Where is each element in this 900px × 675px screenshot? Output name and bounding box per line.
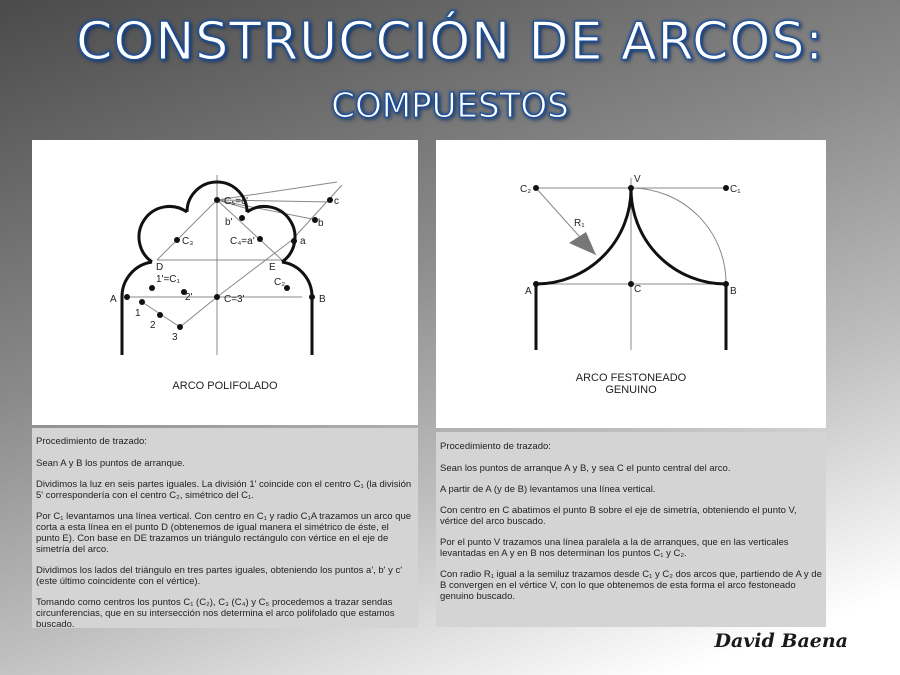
label-a: a bbox=[300, 236, 306, 247]
label-bprime: b' bbox=[225, 217, 233, 228]
label-C1: C₁ bbox=[730, 184, 741, 195]
label-c4: C₄=a' bbox=[230, 236, 255, 247]
label-c2: C₂ bbox=[274, 277, 286, 288]
label-A: A bbox=[525, 286, 532, 297]
label-C: C=3' bbox=[224, 294, 245, 305]
label-c: c bbox=[334, 196, 339, 207]
festoneado-diagram-panel bbox=[436, 140, 826, 428]
procedure-step: Con radio R₁ igual a la semiluz trazamos desde C₁ y C₂ dos arcos que, partiendo de A y de B convergen en el vértice V, con lo que obtenemos de esta forma el arco festoneado genuino buscado. bbox=[440, 569, 822, 602]
page-subtitle: COMPUESTOS bbox=[331, 86, 569, 126]
procedure-step: Dividimos los lados del triángulo en tres partes iguales, obteniendo los puntos a', b' y c' (este último coincidente con el vértice). bbox=[36, 565, 403, 587]
label-C2: C₂ bbox=[520, 184, 532, 195]
procedure-heading: Procedimiento de trazado: bbox=[36, 436, 147, 447]
label-c1: 1'=C₁ bbox=[156, 274, 180, 285]
label-E: E bbox=[269, 262, 276, 273]
procedure-step: A partir de A (y de B) levantamos una línea vertical. bbox=[440, 484, 656, 495]
procedure-step: Tomando como centros los puntos C₁ (C₂), C₃ (C₄) y C₅ procedemos a trazar sendas circunferencias, que en su intersección nos determina el arco polifolado que estamos buscado. bbox=[36, 597, 395, 628]
procedure-step: Sean los puntos de arranque A y B, y sea C el punto central del arco. bbox=[440, 463, 731, 474]
procedure-step: Por el punto V trazamos una línea paralela a la de arranques, que en las verticales levantadas en A y en B nos determinan los puntos C₁ y C₂. bbox=[440, 537, 789, 559]
procedure-step: Dividimos la luz en seis partes iguales. La división 1' coincide con el centro C₁ (la división 5' correspondería con el centro C₂, simétrico del C₁. bbox=[36, 479, 412, 501]
procedure-step: Con centro en C abatimos el punto B sobre el eje de simetría, obteniendo el punto V, vértice del arco buscado. bbox=[440, 505, 797, 527]
procedure-step: Por C₁ levantamos una línea vertical. Con centro en C₁ y radio C₁A trazamos un arco que corta a esta línea en el punto D (obtenemos de igual manera el simétrico de éste, el punto E). Con base en DE trazamos un triángulo rectángulo con vértice en el eje de simetría del arco. bbox=[36, 511, 412, 555]
polifolado-caption: ARCO POLIFOLADO bbox=[172, 380, 278, 392]
label-B: B bbox=[730, 286, 737, 297]
festoneado-caption bbox=[436, 372, 826, 396]
label-D: D bbox=[156, 262, 164, 273]
label-2: 2 bbox=[150, 320, 156, 331]
festoneado-procedure bbox=[436, 432, 826, 627]
page-title: CONSTRUCCIÓN DE ARCOS: bbox=[76, 12, 824, 72]
label-B: B bbox=[319, 294, 326, 305]
label-C: C bbox=[634, 284, 642, 295]
festoneado-caption-line2: GENUINO bbox=[605, 384, 657, 396]
festoneado-caption-line1: ARCO FESTONEADO bbox=[575, 372, 687, 384]
label-2prime: 2' bbox=[185, 292, 193, 303]
label-R1: R₁ bbox=[574, 218, 585, 229]
label-V: V bbox=[634, 174, 641, 185]
label-c3: C₃ bbox=[182, 236, 194, 247]
label-3: 3 bbox=[172, 332, 178, 343]
procedure-heading: Procedimiento de trazado: bbox=[440, 441, 551, 452]
label-c5: C₅=c' bbox=[224, 196, 248, 207]
procedure-step: Sean A y B los puntos de arranque. bbox=[36, 458, 185, 469]
label-b: b bbox=[318, 218, 324, 229]
label-A: A bbox=[110, 294, 117, 305]
author-signature: David Baena bbox=[714, 630, 848, 652]
polifolado-procedure bbox=[32, 428, 418, 628]
polifolado-diagram-panel bbox=[32, 140, 418, 425]
label-1: 1 bbox=[135, 308, 141, 319]
